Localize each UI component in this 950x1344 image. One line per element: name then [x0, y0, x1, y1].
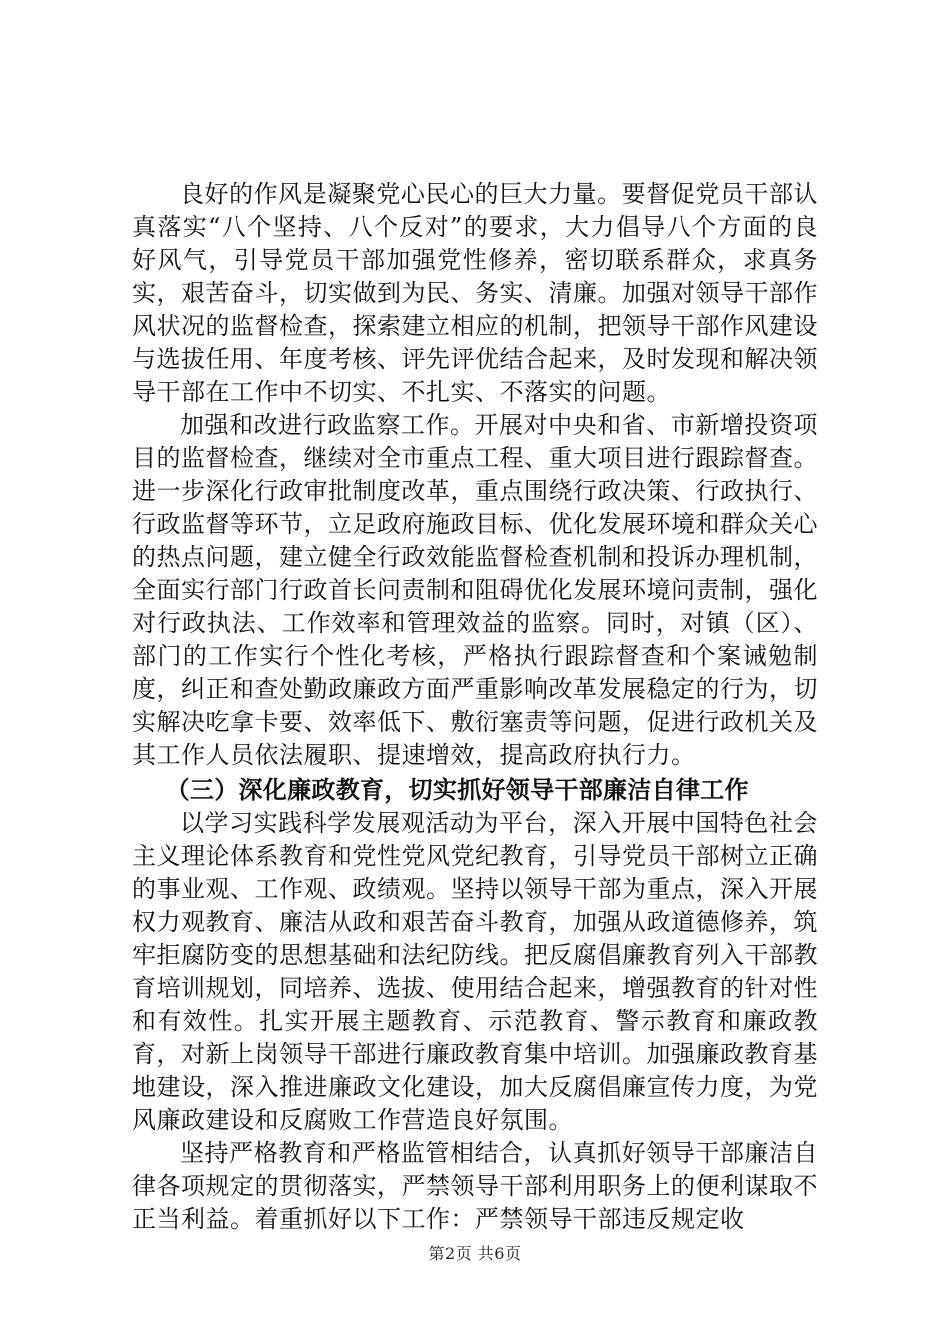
paragraph-work-style: 良好的作风是凝聚党心民心的巨大力量。要督促党员干部认真落实“八个坚持、八个反对”的要求，大力倡导八个方面的良好风气，引导党员干部加强党性修养，密切联系群众，求真务实，艰苦奋斗，切实做到为民、务实、清廉。加强对领导干部作风状况的监督检查，探索建立相应的机制，把领导干部作风建设与选拔任用、年度考核、评先评优结合起来，及时发现和解决领导干部在工作中不切实、不扎实、不落实的问题。	[132, 180, 818, 406]
document-body	[132, 178, 818, 1236]
page-number-footer: 第2页 共6页	[428, 1244, 522, 1263]
section-heading: （三）深化廉政教育，切实抓好领导干部廉洁自律工作	[165, 775, 749, 804]
paragraph-self-discipline: 坚持严格教育和严格监管相结合，认真抓好领导干部廉洁自律各项规定的贯彻落实，严禁领导干部利用职务上的便利谋取不正当利益。着重抓好以下工作：严禁领导干部违反规定收	[132, 1139, 818, 1233]
paragraph-integrity-education: 以学习实践科学发展观活动为平台，深入开展中国特色社会主义理论体系教育和党性党风党纪教育，引导党员干部树立正确的事业观、工作观、政绩观。坚持以领导干部为重点，深入开展权力观教育、廉洁从政和艰苦奋斗教育，加强从政道德修养，筑牢拒腐防变的思想基础和法纪防线。把反腐倡廉教育列入干部教育培训规划，同培养、选拔、使用结合起来，增强教育的针对性和有效性。扎实开展主题教育、示范教育、警示教育和廉政教育，对新上岗领导干部进行廉政教育集中培训。加强廉政教育基地建设，深入推进廉政文化建设，加大反腐倡廉宣传力度，为党风廉政建设和反腐败工作营造良好氛围。	[132, 809, 818, 1134]
paragraph-administrative-supervision: 加强和改进行政监察工作。开展对中央和省、市新增投资项目的监督检查，继续对全市重点工程、重大项目进行跟踪督查。进一步深化行政审批制度改革，重点围绕行政决策、行政执行、行政监督等环节，立足政府施政目标、优化发展环境和群众关心的热点问题，建立健全行政效能监督检查机制和投诉办理机制，全面实行部门行政首长问责制和阻碍优化发展环境问责制，强化对行政执法、工作效率和管理效益的监察。同时，对镇（区）、部门的工作实行个性化考核，严格执行跟踪督查和个案诫勉制度，纠正和查处勤政廉政方面严重影响改革发展稳定的行为，切实解决吃拿卡要、效率低下、敷衍塞责等问题，促进行政机关及其工作人员依法履职、提速增效，提高政府执行力。	[132, 411, 818, 769]
